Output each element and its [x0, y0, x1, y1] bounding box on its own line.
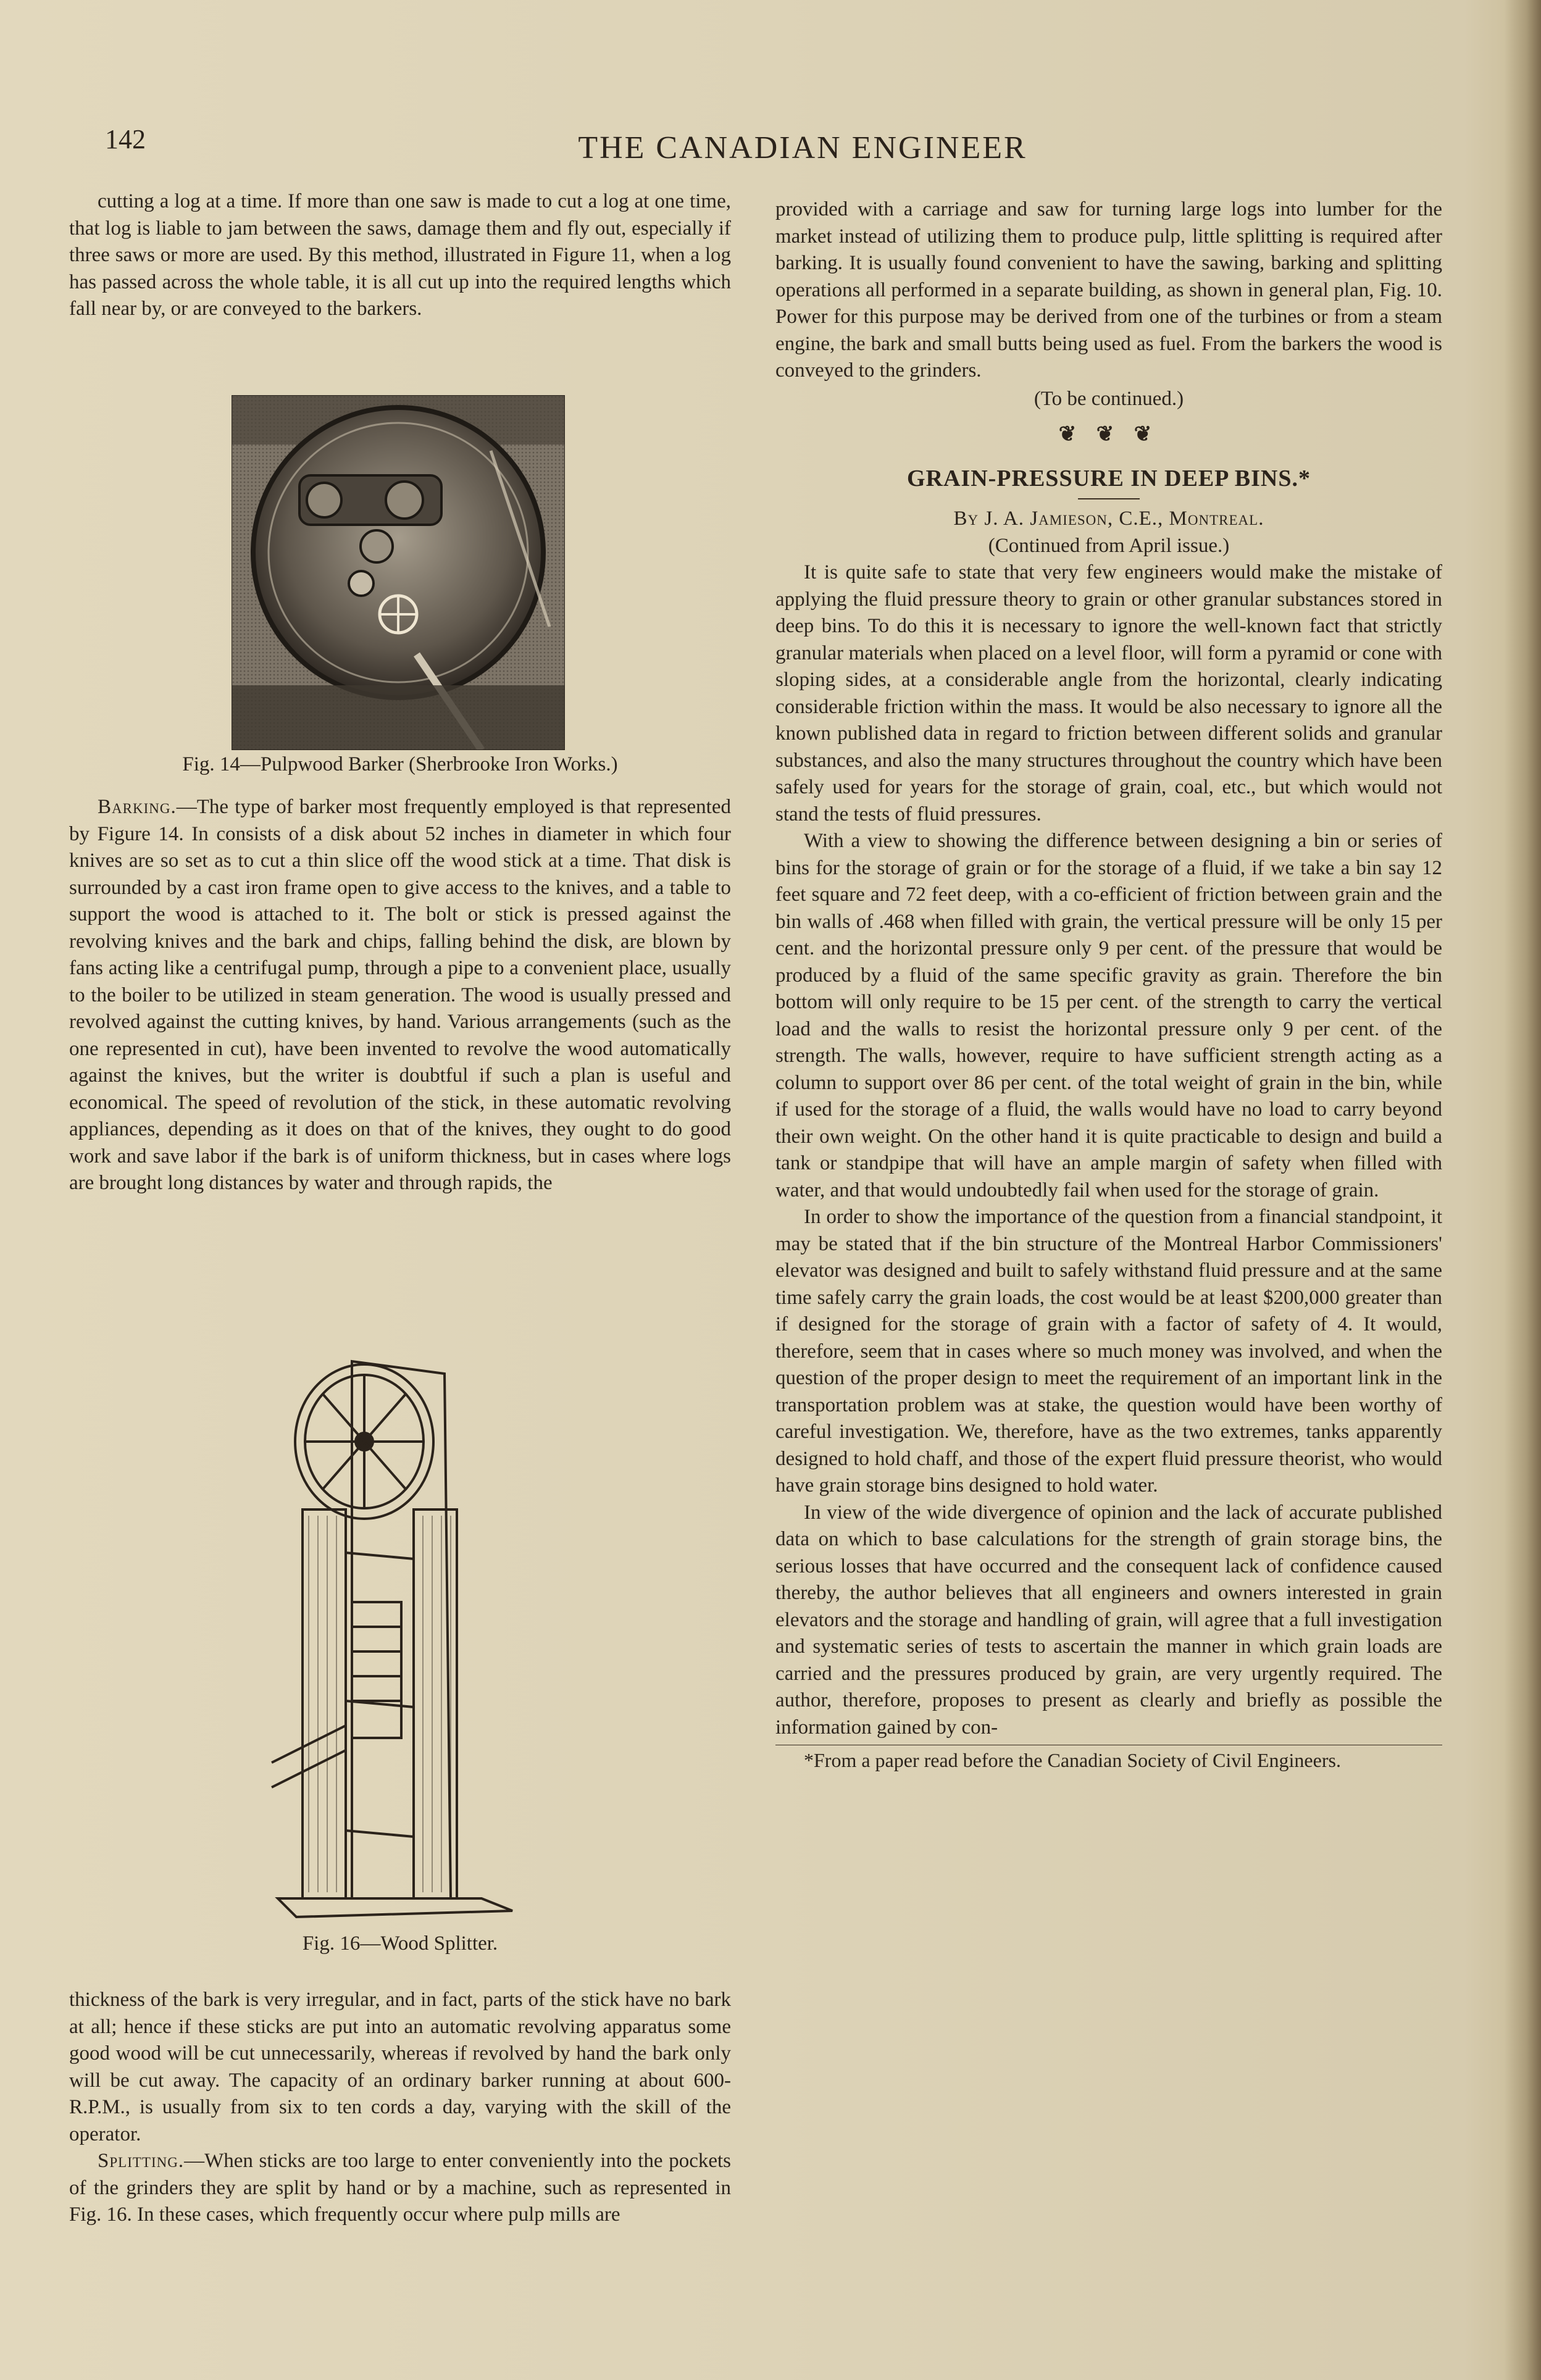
article-byline: By J. A. Jamieson, C.E., Montreal.: [953, 507, 1264, 530]
right-column: [775, 196, 1442, 1772]
article-paragraph-1: It is quite safe to state that very few engineers would make the mistake of applying the fluid pressure theory to grain or other granular substances stored in deep bins. To do this it is necessary to ignore the well-known fact that strictly granular materials when placed on a level floor, will form a pyramid or cone with sloping sides, at a considerable angle from the horizontal, clearly indicating considerable friction within the mass. It would be also necessary to ignore all the known published data in regard to friction between different solids and granular substances, and also the many structures throughout the country which have been safely used for years for the storage of grain, coal, etc., but which would not stand the tests of fluid pressures.: [775, 561, 1442, 825]
article-title: GRAIN-PRESSURE IN DEEP BINS.*: [906, 465, 1311, 491]
figure-14-caption: Fig. 14—Pulpwood Barker (Sherbrooke Iron Works.): [182, 753, 618, 775]
wood-splitter-illustration: [259, 1355, 531, 1926]
barking-paragraph: [69, 794, 731, 1197]
left-column-middle: [69, 794, 731, 1197]
continued-from: (Continued from April issue.): [988, 534, 1230, 557]
left-column-top: [69, 188, 731, 323]
page-number: 142: [105, 124, 146, 154]
splitting-heading: Splitting.: [98, 2150, 185, 2172]
running-head: THE CANADIAN ENGINEER: [578, 130, 1027, 165]
right-top-paragraph: provided with a carriage and saw for turning large logs into lumber for the market instead of utilizing them to produce pulp, little splitting is required after barking. It is usually found convenient to have the sawing, barking and splitting operations all performed in a separate building, as shown in general plan, Fig. 10. Power for this purpose may be derived from one of the turbines or from a steam engine, the bark and small butts being used as fuel. From the barkers the wood is conveyed to the grinders.: [775, 198, 1442, 382]
title-rule: [1078, 498, 1140, 499]
figure-16-caption: Fig. 16—Wood Splitter.: [302, 1932, 498, 1955]
left-column-bottom: [69, 1987, 731, 2229]
splitting-text: —When sticks are too large to enter conveniently into the pockets of the grinders they are split by hand or by a machine, such as represented in Fig. 16. In these cases, which frequently occur where pulp mills are: [69, 2150, 731, 2226]
section-ornament: ❦ ❦ ❦: [1058, 423, 1159, 446]
splitting-paragraph: [69, 2148, 731, 2229]
figure-16-wood-splitter: [259, 1355, 531, 1926]
figure-14-pulpwood-barker: [232, 395, 565, 750]
page-edge-shadow: [1504, 0, 1541, 2380]
left-top-paragraph: cutting a log at a time. If more than one saw is made to cut a log at one time, that log is liable to jam between the saws, damage them and fly out, especially if three saws or more are used. By this method, illustrated in Figure 11, when a log has passed across the whole table, it is all cut up into the required lengths which fall near by, or are conveyed to the barkers.: [69, 190, 731, 320]
barking-heading: Barking.: [98, 796, 177, 818]
left-bottom-paragraph: thickness of the bark is very irregular, and in fact, parts of the stick have no bark at all; hence if these sticks are put into an automatic revolving apparatus some good wood will be cut unnecessarily, whereas if revolved by hand the bark only will be cut away. The capacity of an ordinary barker running at about 600-R.P.M., is usually from six to ten cords a day, varying with the skill of the operator.: [69, 1989, 731, 2145]
to-be-continued: (To be continued.): [1034, 387, 1184, 410]
article-paragraph-4: In view of the wide divergence of opinion and the lack of accurate published data on which to base calculations for the strength of grain storage bins, the serious losses that have occurred and the consequent lack of confidence caused thereby, the author believes that all engineers and owners interested in grain elevators and the storage and handling of grain, will agree that a full investigation and systematic series of tests to ascertain the manner in which grain loads are carried and the pressures produced by grain, are very urgently required. The author, therefore, proposes to present as clearly and briefly as possible the information gained by con-: [775, 1501, 1442, 1739]
article-paragraph-2: With a view to showing the difference between designing a bin or series of bins for the storage of grain or for the storage of a fluid, if we take a bin say 12 feet square and 72 feet deep, with a co-efficient of friction between grain and the bin walls of .468 when filled with grain, the vertical pressure will be only 15 per cent. and the horizontal pressure only 9 per cent. of the pressure that would be produced by a fluid of the same specific gravity as grain. Therefore the bin bottom will only require to be 15 per cent. of the strength to carry the vertical load and the walls to resist the horizontal pressure only 9 per cent. of the strength. The walls, however, require to have sufficient strength acting as a column to support over 86 per cent. of the total weight of grain in the bin, while if used for the storage of a fluid, the walls would have no load to carry beyond their own weight. On the other hand it is quite practicable to design and build a tank or standpipe that will have an ample margin of safety when filled with water, and that would undoubtedly fail when used for the storage of grain.: [775, 830, 1442, 1201]
barking-text: —The type of barker most frequently employed is that represented by Figure 14. In consists of a disk about 52 inches in diameter in which four knives are so set as to cut a thin slice off the wood stick at a time. That disk is surrounded by a cast iron frame open to give access to the knives, and a table to support the wood is attached to it. The bolt or stick is pressed against the revolving knives and the bark and chips, falling behind the disk, are blown by fans acting like a centrifugal pump, through a pipe to a convenient place, usually to the boiler to be utilized in steam generation. The wood is usually pressed and revolved against the cutting knives, by hand. Various arrangements (such as the one represented in cut), have been invented to revolve the wood automatically against the knives, but the writer is doubtful if such a plan is useful and economical. The speed of revolution of the stick, in these automatic revolving appliances, depending as it does on that of the knives, they ought to do good work and save labor if the bark is of uniform thickness, but in cases where logs are brought long distances by water and through rapids, the: [69, 796, 731, 1194]
footnote: *From a paper read before the Canadian Society of Civil Engineers.: [804, 1749, 1341, 1771]
pulpwood-barker-illustration: [232, 395, 565, 750]
article-paragraph-3: In order to show the importance of the question from a financial standpoint, it may be stated that if the bin structure of the Montreal Harbor Commissioners' elevator was designed and built to safely withstand fluid pressure and at the same time safely carry the grain loads, the cost would be at least $200,000 greater than if designed for the storage of grain with a factor of safety of 4. It would, therefore, seem that in cases where so much money was involved, and when the question of the proper design to meet the requirement of an important link in the transportation problem was at stake, the question would have been worthy of careful investigation. We, therefore, have as the two extremes, tanks apparently designed to hold chaff, and those of the expert fluid pressure theorist, who would have grain storage bins designed to hold water.: [775, 1206, 1442, 1497]
